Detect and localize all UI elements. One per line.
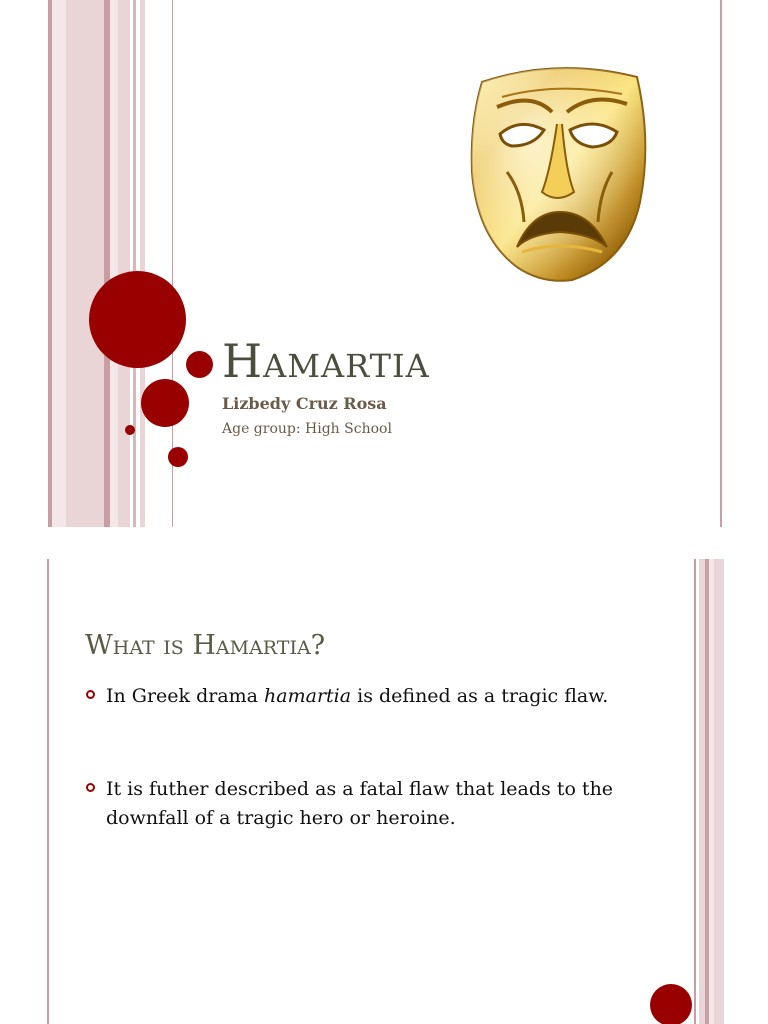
- decorative-circle: [125, 425, 135, 435]
- bullet-text: [86, 682, 646, 711]
- decorative-stripe: [110, 0, 118, 527]
- bullet-emphasis: hamartia: [264, 685, 352, 707]
- slide-gap: [0, 527, 768, 559]
- bullet-circle-icon: [86, 783, 95, 792]
- decorative-stripe: [720, 0, 722, 527]
- bullet-circle-icon: [86, 690, 95, 699]
- decorative-circle: [168, 447, 188, 467]
- decorative-stripe: [47, 559, 49, 1024]
- bullet-text: It is futher described as a fatal flaw that leads to the downfall of a tragic hero or heroine.: [106, 778, 614, 829]
- decorative-circle: [650, 984, 692, 1024]
- decorative-stripe: [118, 0, 130, 527]
- decorative-stripe: [140, 0, 145, 527]
- slide-heading: What is Hamartia?: [85, 630, 326, 661]
- age-group-label: Age group: High School: [222, 421, 392, 437]
- bullet-text-part: In Greek drama: [106, 685, 265, 707]
- decorative-stripe: [694, 559, 696, 1024]
- tragedy-mask-image: [462, 62, 652, 284]
- slide-title: Hamartia: [222, 334, 430, 388]
- decorative-stripe: [66, 0, 104, 527]
- author-name: Lizbedy Cruz Rosa: [222, 394, 387, 413]
- decorative-stripe: [133, 0, 136, 527]
- bullet-item: [86, 775, 646, 833]
- decorative-stripe: [52, 0, 66, 527]
- decorative-circle: [141, 379, 189, 427]
- bullet-text-part: is defined as a tragic flaw.: [351, 685, 609, 707]
- decorative-circle: [186, 351, 213, 378]
- bullet-item: [86, 682, 646, 711]
- decorative-stripe: [714, 559, 724, 1024]
- decorative-circle: [89, 271, 186, 368]
